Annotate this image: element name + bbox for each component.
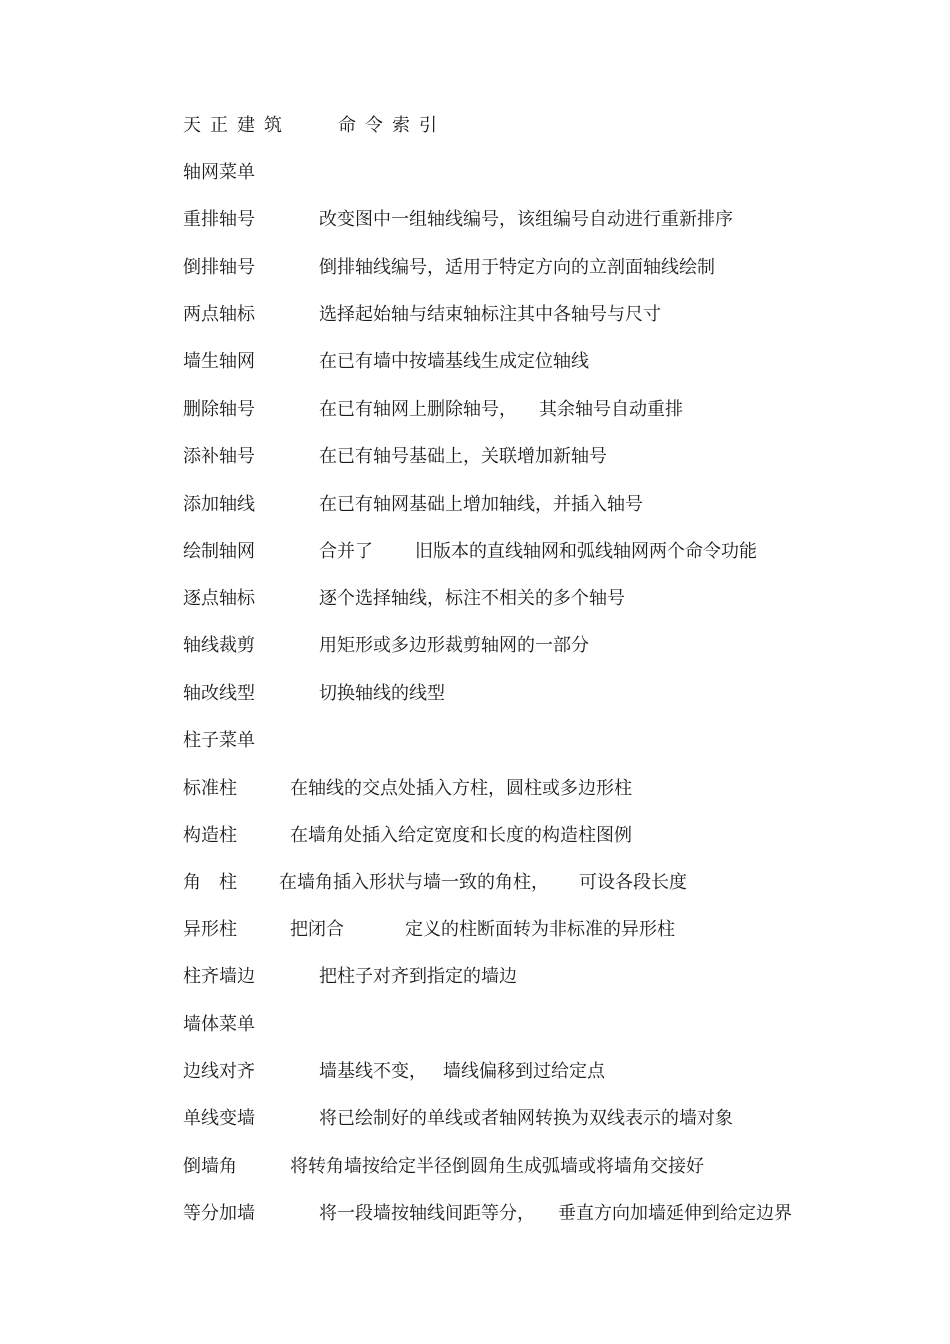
command-name: 轴改线型: [183, 683, 255, 704]
command-name: 添补轴号: [183, 446, 255, 467]
command-description-part-2: 垂直方向加墙延伸到给定边界: [558, 1203, 792, 1224]
command-name: 异形柱: [183, 919, 237, 940]
command-name: 倒排轴号: [183, 257, 255, 278]
command-description: 将转角墙按给定半径倒圆角生成弧墙或将墙角交接好: [290, 1156, 704, 1177]
command-name: 角 柱: [183, 872, 237, 893]
section-heading-column: 柱子菜单: [183, 730, 255, 751]
section-heading-axis: 轴网菜单: [183, 162, 255, 183]
command-description-part-2: 定义的柱断面转为非标准的异形柱: [405, 919, 675, 940]
command-description: 改变图中一组轴线编号，该组编号自动进行重新排序: [319, 209, 733, 230]
command-description: 选择起始轴与结束轴标注其中各轴号与尺寸: [319, 304, 661, 325]
command-name: 绘制轴网: [183, 541, 255, 562]
command-description-part-1: 将一段墙按轴线间距等分，: [319, 1203, 535, 1224]
command-description: 将已绘制好的单线或者轴网转换为双线表示的墙对象: [319, 1108, 733, 1129]
command-description: 逐个选择轴线，标注不相关的多个轴号: [319, 588, 625, 609]
command-name: 逐点轴标: [183, 588, 255, 609]
document-title: [183, 113, 446, 139]
command-description: 切换轴线的线型: [319, 683, 445, 704]
command-name: 重排轴号: [183, 209, 255, 230]
command-name: 倒墙角: [183, 1156, 237, 1177]
command-description: 倒排轴线编号，适用于特定方向的立剖面轴线绘制: [319, 257, 715, 278]
command-description-part-1: 墙基线不变，: [319, 1061, 427, 1082]
command-description-part-2: 其余轴号自动重排: [539, 399, 683, 420]
command-name: 等分加墙: [183, 1203, 255, 1224]
command-description: 用矩形或多边形裁剪轴网的一部分: [319, 635, 589, 656]
command-description: 在已有墙中按墙基线生成定位轴线: [319, 351, 589, 372]
command-name: 两点轴标: [183, 304, 255, 325]
command-name: 添加轴线: [183, 494, 255, 515]
command-description: 把柱子对齐到指定的墙边: [319, 966, 517, 987]
command-description: 在已有轴号基础上，关联增加新轴号: [319, 446, 607, 467]
command-description: 在墙角处插入给定宽度和长度的构造柱图例: [290, 825, 632, 846]
command-description-part-2: 墙线偏移到过给定点: [443, 1061, 605, 1082]
section-heading-wall: 墙体菜单: [183, 1014, 255, 1035]
command-name: 单线变墙: [183, 1108, 255, 1129]
command-description-part-2: 可设各段长度: [579, 872, 687, 893]
command-name: 墙生轴网: [183, 351, 255, 372]
command-description-part-1: 在墙角插入形状与墙一致的角柱，: [279, 872, 549, 893]
command-name: 柱齐墙边: [183, 966, 255, 987]
command-name: 轴线裁剪: [183, 635, 255, 656]
command-name: 删除轴号: [183, 399, 255, 420]
command-description-part-1: 合并了: [319, 541, 373, 562]
command-name: 标准柱: [183, 778, 237, 799]
command-description-part-2: 旧版本的直线轴网和弧线轴网两个命令功能: [415, 541, 757, 562]
command-name: 构造柱: [183, 825, 237, 846]
command-description-part-1: 把闭合: [290, 919, 344, 940]
command-name: 边线对齐: [183, 1061, 255, 1082]
title-part-2: 命令索引: [338, 115, 446, 136]
command-description: 在已有轴网基础上增加轴线，并插入轴号: [319, 494, 643, 515]
command-description: 在轴线的交点处插入方柱，圆柱或多边形柱: [290, 778, 632, 799]
title-part-1: 天正建筑: [183, 115, 291, 136]
command-description-part-1: 在已有轴网上删除轴号，: [319, 399, 517, 420]
